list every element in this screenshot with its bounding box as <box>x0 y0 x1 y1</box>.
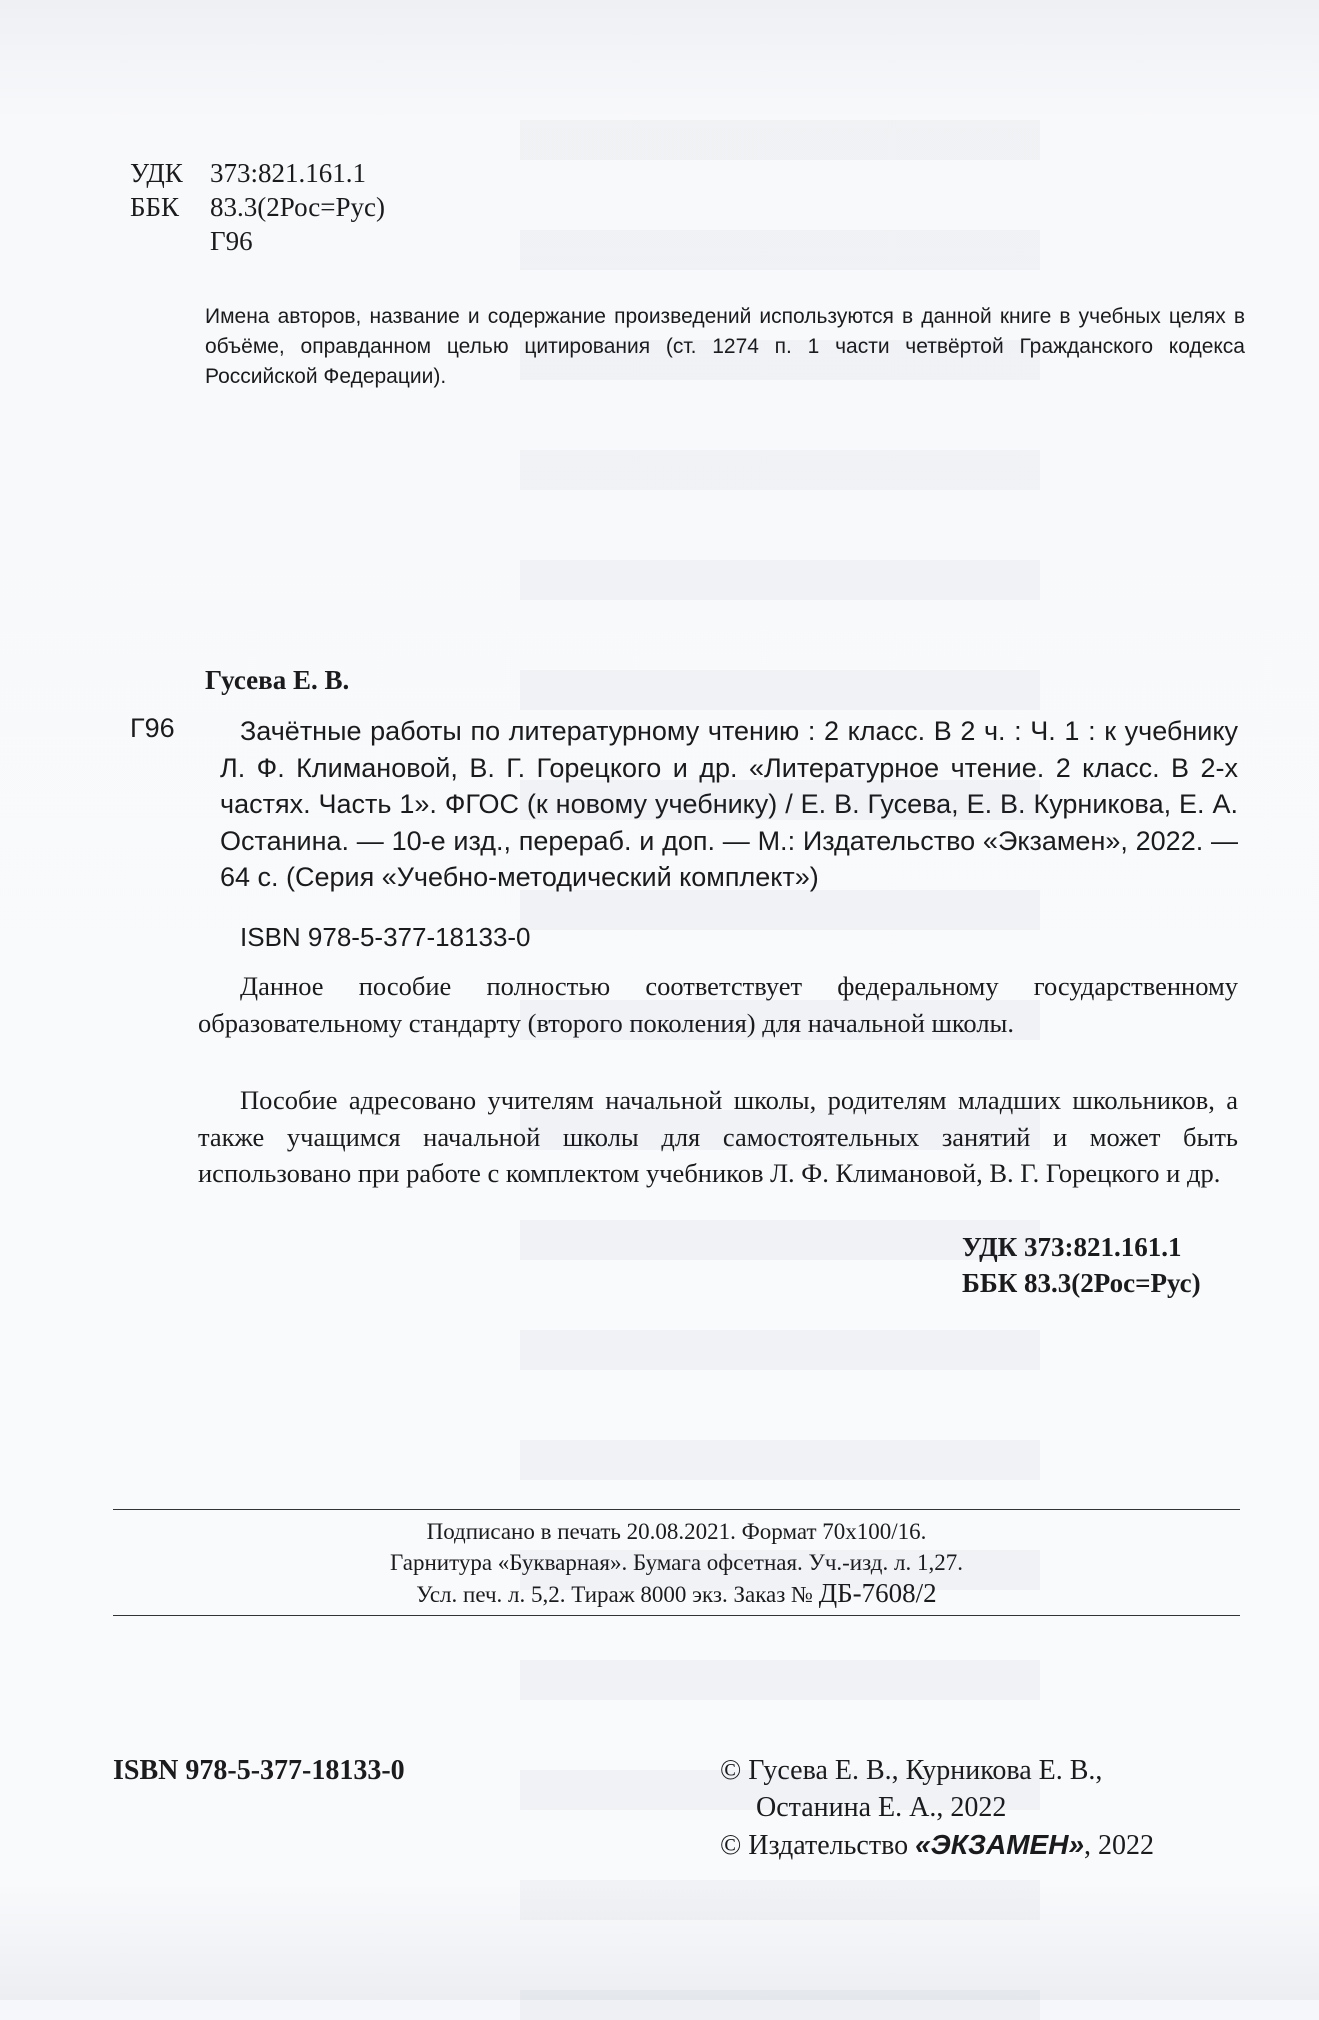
imprint-block <box>113 1516 1240 1610</box>
order-number: ДБ-7608/2 <box>818 1578 937 1608</box>
imprint-top-rule <box>113 1509 1240 1510</box>
biblio-author-mark: Г96 <box>130 713 175 743</box>
bbk-right-line: ББК 83.3(2Рос=Рус) <box>962 1268 1201 1298</box>
imprint-line-3: Усл. печ. л. 5,2. Тираж 8000 экз. Заказ № ДБ-7608/2 <box>416 1578 937 1608</box>
isbn-bold: ISBN 978-5-377-18133-0 <box>113 1755 405 1786</box>
imprint-line-1: Подписано в печать 20.08.2021. Формат 70x100/16. <box>426 1519 927 1544</box>
bbk-label: ББК <box>130 192 180 222</box>
author-heading: Гусева Е. В. <box>205 665 350 695</box>
annotation-paragraph-2: Пособие адресовано учителям начальной школы, родителям младших школьников, а также учащимся начальной школы для самостоятельных занятий и может быть использовано при работе с комплектом учебников Л. Ф. Климановой, В. Г. Горецкого и др. <box>198 1085 1238 1188</box>
copyright-block <box>720 1752 1154 1864</box>
copyright-notice: Имена авторов, название и содержание произведений используются в данной книге в учебных целях в объёме, оправданном целью цитирования (ст. 1274 п. 1 части четвёртой Гражданского кодекса Российской Федерации). <box>205 305 1245 388</box>
classification-right <box>962 1229 1201 1301</box>
publisher-name: «ЭКЗАМЕН» <box>915 1829 1085 1860</box>
copyright-line-1: © Гусева Е. В., Курникова Е. В., <box>720 1755 1103 1786</box>
author-mark: Г96 <box>210 226 253 256</box>
copyright-line-2: Останина Е. А., 2022 <box>756 1792 1007 1823</box>
classification-block <box>130 156 385 258</box>
udk-right-line: УДК 373:821.161.1 <box>962 1232 1182 1262</box>
udk-label: УДК <box>130 158 183 188</box>
isbn-line: ISBN 978-5-377-18133-0 <box>240 922 531 952</box>
imprint-bottom-rule <box>113 1615 1240 1616</box>
imprint-line-2: Гарнитура «Букварная». Бумага офсетная. Уч.-изд. л. 1,27. <box>390 1550 963 1575</box>
annotation-paragraph-1: Данное пособие полностью соответствует федеральному государственному образовательному стандарту (второго поколения) для начальной школы. <box>198 971 1238 1038</box>
bibliographic-record: Зачётные работы по литературному чтению : 2 класс. В 2 ч. : Ч. 1 : к учебнику Л. Ф. Климановой, В. Г. Горецкого и др. «Литературное чтение. 2 класс. В 2-х частях. Часть 1». ФГОС (к новому учебнику) / Е. В. Гусева, Е. В. Курникова, Е. А. Останина. — 10-е изд., перераб. и доп. — М.: Издательство «Экзамен», 2022. — 64 с. (Серия «Учебно-методический комплект») <box>220 716 1238 892</box>
bbk-value: 83.3(2Рос=Рус) <box>210 192 385 222</box>
copyright-line-3: © Издательство «ЭКЗАМЕН», 2022 <box>720 1829 1155 1861</box>
udk-value: 373:821.161.1 <box>210 158 367 188</box>
show-through-shading <box>520 120 1040 2020</box>
